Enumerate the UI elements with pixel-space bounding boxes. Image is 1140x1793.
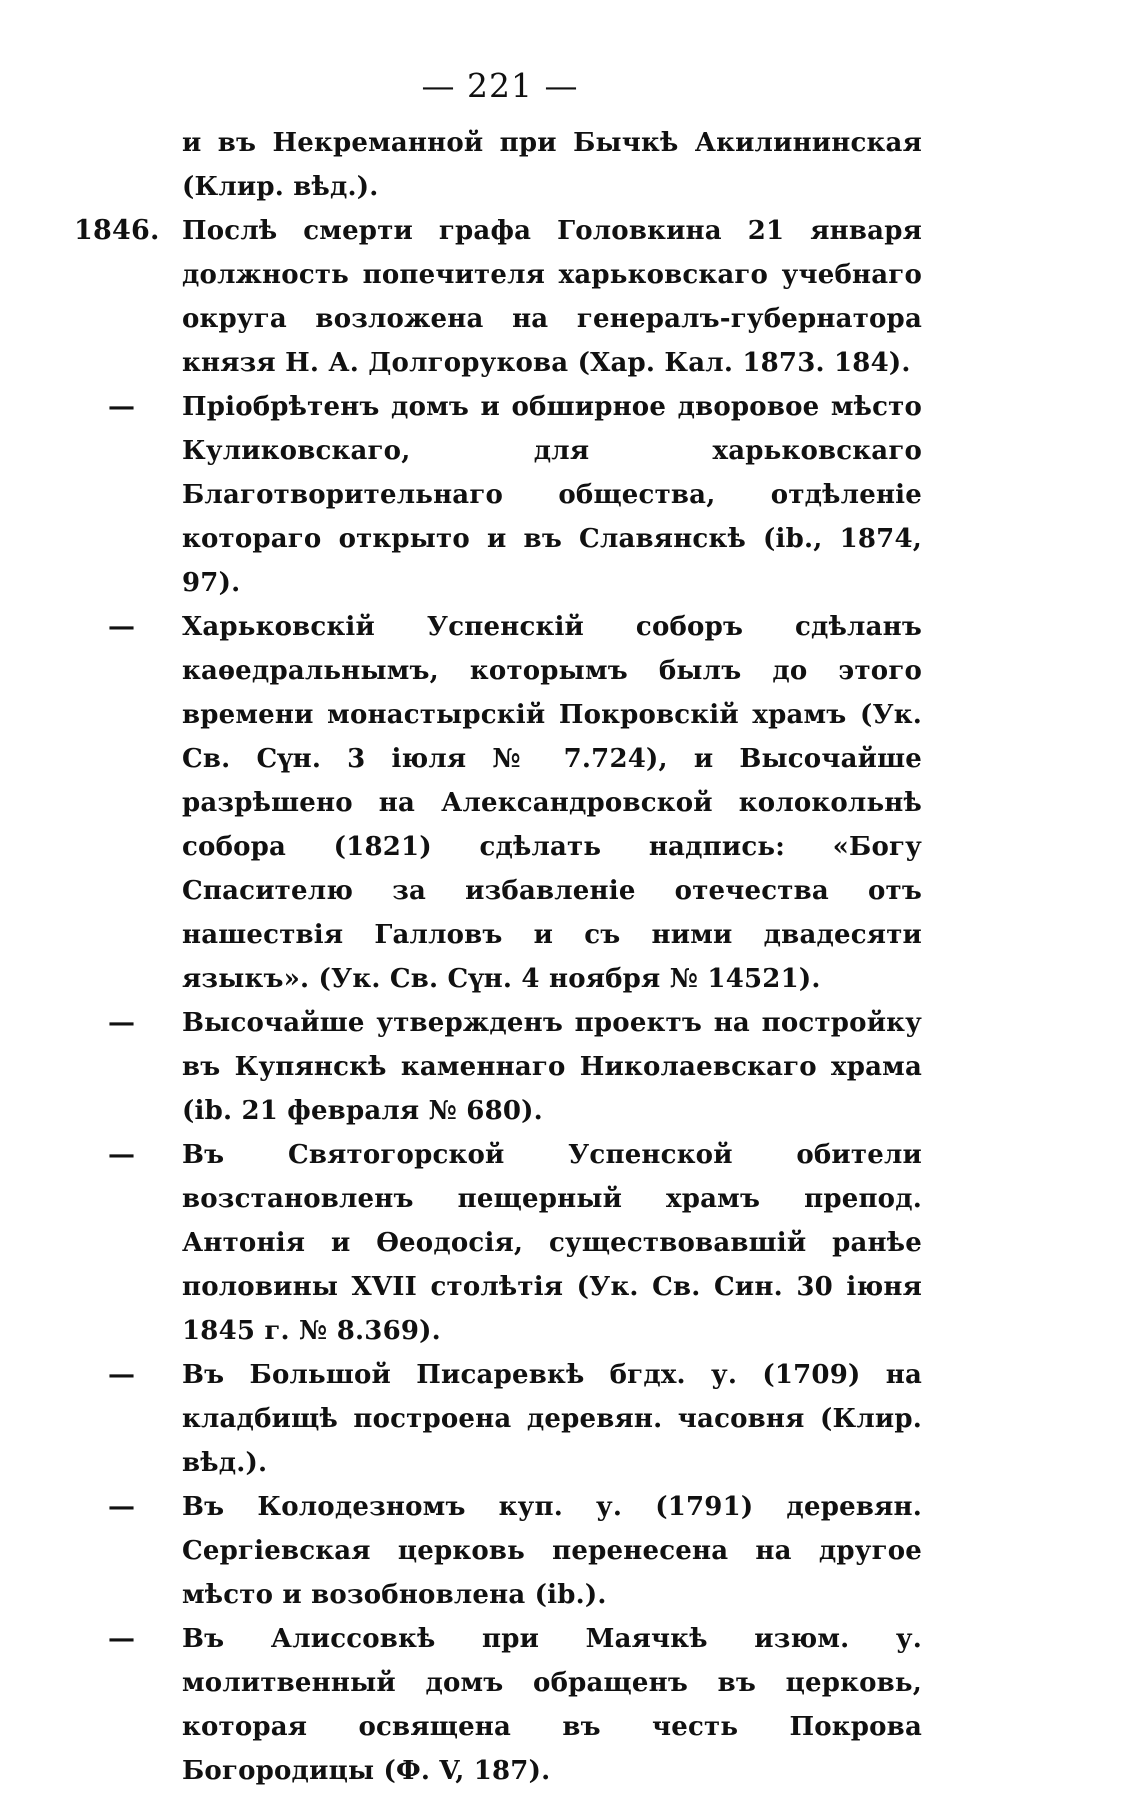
entry-item <box>0 1353 922 1485</box>
entry-text: Въ Колодезномъ куп. у. (1791) деревян. Сергіевская церковь перенесена на другое мѣсто и возобновлена (ib.). <box>182 1492 922 1610</box>
dash-marker: — <box>108 1139 136 1170</box>
entry-item <box>0 385 922 605</box>
page-number: — 221 — <box>421 66 579 105</box>
entry-item <box>0 1133 922 1353</box>
entry-text: Въ Алиссовкѣ при Маячкѣ изюм. у. молитвенный домъ обращенъ въ церковь, которая освящена въ честь Покрова Богородицы (Ф. V, 187). <box>182 1624 922 1786</box>
entry-item <box>0 1485 922 1617</box>
entry-text: и въ Некреманной при Бычкѣ Акилининская (Клир. вѣд.). <box>182 128 922 202</box>
entry-continuation <box>0 121 922 209</box>
dash-marker: — <box>108 611 136 642</box>
entry-text: Пріобрѣтенъ домъ и обширное дворовое мѣсто Куликовскаго, для харьковскаго Благотворительнаго общества, отдѣленіе котораго открыто и въ Славянскѣ (ib., 1874, 97). <box>182 392 922 598</box>
entry-item <box>0 1617 922 1793</box>
entry-text: Въ Большой Писаревкѣ бгдх. у. (1709) на кладбищѣ построена деревян. часовня (Клир. вѣд.). <box>182 1360 922 1478</box>
entry-text: Послѣ смерти графа Головкина 21 января должность попечителя харьковскаго учебнаго округа возложена на генералъ-губернатора князя Н. А. Долгорукова (Хар. Кал. 1873. 184). <box>182 216 922 378</box>
entry-item <box>0 1001 922 1133</box>
chronicle-entries <box>0 121 1140 1793</box>
year-label: 1846. <box>74 215 160 246</box>
entry-text: Въ Святогорской Успенской обители возстановленъ пещерный храмъ препод. Антонія и Ѳеодосія, существовавшій ранѣе половины XVII столѣтія (Ук. Св. Син. 30 іюня 1845 г. № 8.369). <box>182 1140 922 1346</box>
entry-text: Высочайше утвержденъ проектъ на постройку въ Купянскѣ каменнаго Николаевскаго храма (ib. 21 февраля № 680). <box>182 1008 922 1126</box>
entry-text: Харьковскій Успенскій соборъ сдѣланъ каѳедральнымъ, которымъ былъ до этого времени монастырскій Покровскій храмъ (Ук. Св. Сүн. 3 іюля № 7.724), и Высочайше разрѣшено на Александровской колокольнѣ собора (1821) сдѣлать надпись: «Богу Спасителю за избавленіе отечества отъ нашествія Галловъ и съ ними двадесяти языкъ». (Ук. Св. Сүн. 4 ноября № 14521). <box>182 612 922 994</box>
dash-marker: — <box>108 1359 136 1390</box>
entry-1846 <box>0 209 922 385</box>
entry-item <box>0 605 922 1001</box>
dash-marker: — <box>108 1491 136 1522</box>
dash-marker: — <box>108 391 136 422</box>
dash-marker: — <box>108 1623 136 1654</box>
dash-marker: — <box>108 1007 136 1038</box>
